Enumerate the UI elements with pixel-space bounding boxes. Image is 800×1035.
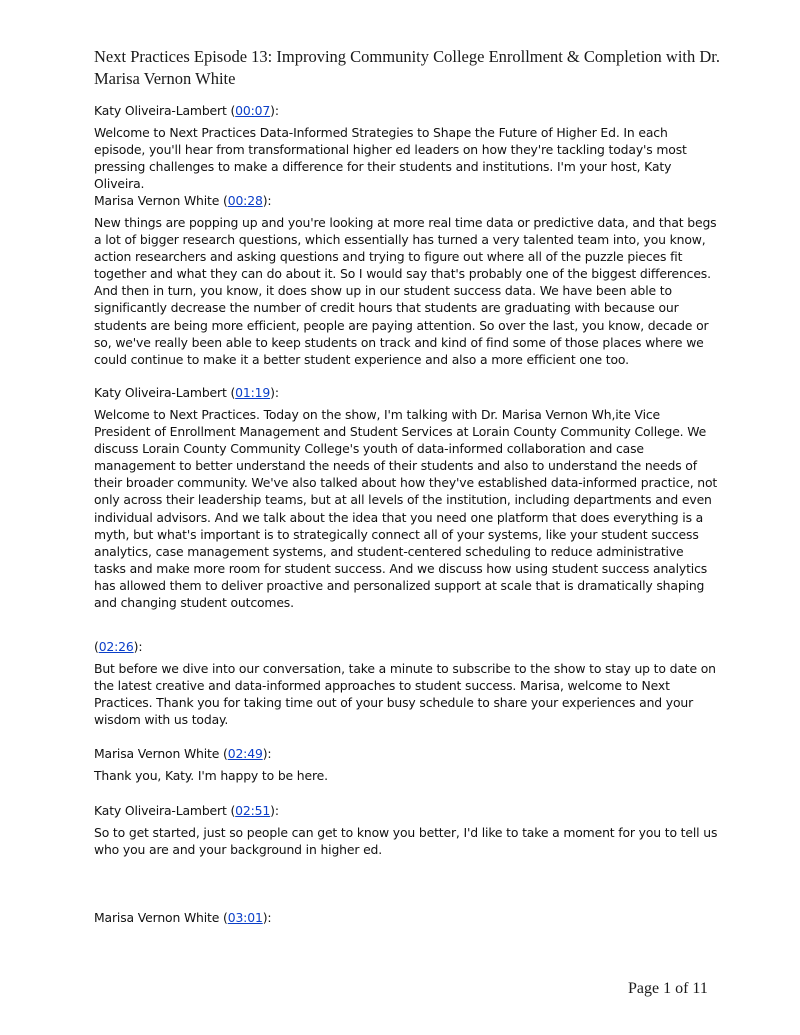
speaker-line: Katy Oliveira-Lambert (00:07):: [94, 103, 279, 118]
speaker-name: Katy Oliveira-Lambert: [94, 385, 227, 400]
speaker-line: (02:26):: [94, 639, 143, 654]
speaker-line: Marisa Vernon White (02:49):: [94, 746, 272, 761]
transcript-paragraph: Welcome to Next Practices. Today on the show, I'm talking with Dr. Marisa Vernon Wh,ite Vice President of Enrollment Management and Student Services at Lorain County Community College. We discuss Lorain County Community College's youth of data-informed collaboration and case management to better understand the needs of their students and also to understand the needs of their broader community. We've also talked about how they've established data-informed practice, not only across their leadership teams, but at all levels of the institution, including departments and even individual advisors. And we talk about the idea that you need one platform that does everything is a myth, but what's important is to strategically connect all of your systems, like your student success analytics, case management systems, and student-centered scheduling to reduce administrative tasks and make more room for student success. And we discuss how using student success analytics has allowed them to deliver proactive and personalized support at scale that is dramatically shaping and changing student outcomes.: [94, 407, 718, 611]
timestamp-link[interactable]: 01:19: [235, 385, 271, 400]
speaker-line: Marisa Vernon White (00:28):: [94, 193, 272, 208]
transcript-paragraph: So to get started, just so people can get to know you better, I'd like to take a moment for you to tell us who you are and your background in higher ed.: [94, 825, 718, 858]
timestamp-link[interactable]: 00:28: [227, 193, 263, 208]
speaker-name: Katy Oliveira-Lambert: [94, 803, 227, 818]
speaker-line: Marisa Vernon White (03:01):: [94, 910, 272, 925]
speaker-name: Katy Oliveira-Lambert: [94, 103, 227, 118]
timestamp-link[interactable]: 00:07: [235, 103, 271, 118]
timestamp-link[interactable]: 02:51: [235, 803, 271, 818]
speaker-name: Marisa Vernon White: [94, 746, 220, 761]
speaker-name: Marisa Vernon White: [94, 193, 220, 208]
transcript-paragraph: Welcome to Next Practices Data-Informed Strategies to Shape the Future of Higher Ed. In each episode, you'll hear from transformational higher ed leaders on how they're tackling today's most pressing challenges to make a difference for their students and institutions. I'm your host, Katy Oliveira.: [94, 125, 687, 192]
transcript-paragraph: But before we dive into our conversation, take a minute to subscribe to the show to stay up to date on the latest creative and data-informed approaches to student success. Marisa, welcome to Next Practices. Thank you for taking time out of your busy schedule to share your experiences and your wisdom with us today.: [94, 661, 716, 728]
page-number: Page 1 of 11: [628, 980, 708, 997]
speaker-line: Katy Oliveira-Lambert (01:19):: [94, 385, 279, 400]
timestamp-link[interactable]: 02:26: [98, 639, 134, 654]
document-title: Next Practices Episode 13: Improving Community College Enrollment & Completion with Dr. Marisa Vernon White: [94, 47, 721, 88]
timestamp-link[interactable]: 03:01: [227, 910, 263, 925]
transcript-paragraph: New things are popping up and you're looking at more real time data or predictive data, and that begs a lot of bigger research questions, which essentially has turned a very talented team into, you know, action researchers and asking questions and trying to figure out where all of the puzzle pieces fit together and what they can do about it. So I would say that's probably one of the biggest differences. And then in turn, you know, it does show up in our student success data. We have been able to significantly decrease the number of credit hours that students are graduating with because our students are being more efficient, people are paying attention. So over the last, you know, decade or so, we've really been able to keep students on track and kind of find some of those places where we could continue to make it a better student experience and also a more efficient one too.: [94, 215, 717, 367]
transcript-paragraph: Thank you, Katy. I'm happy to be here.: [94, 768, 328, 783]
timestamp-link[interactable]: 02:49: [227, 746, 263, 761]
speaker-line: Katy Oliveira-Lambert (02:51):: [94, 803, 279, 818]
speaker-name: Marisa Vernon White: [94, 910, 220, 925]
